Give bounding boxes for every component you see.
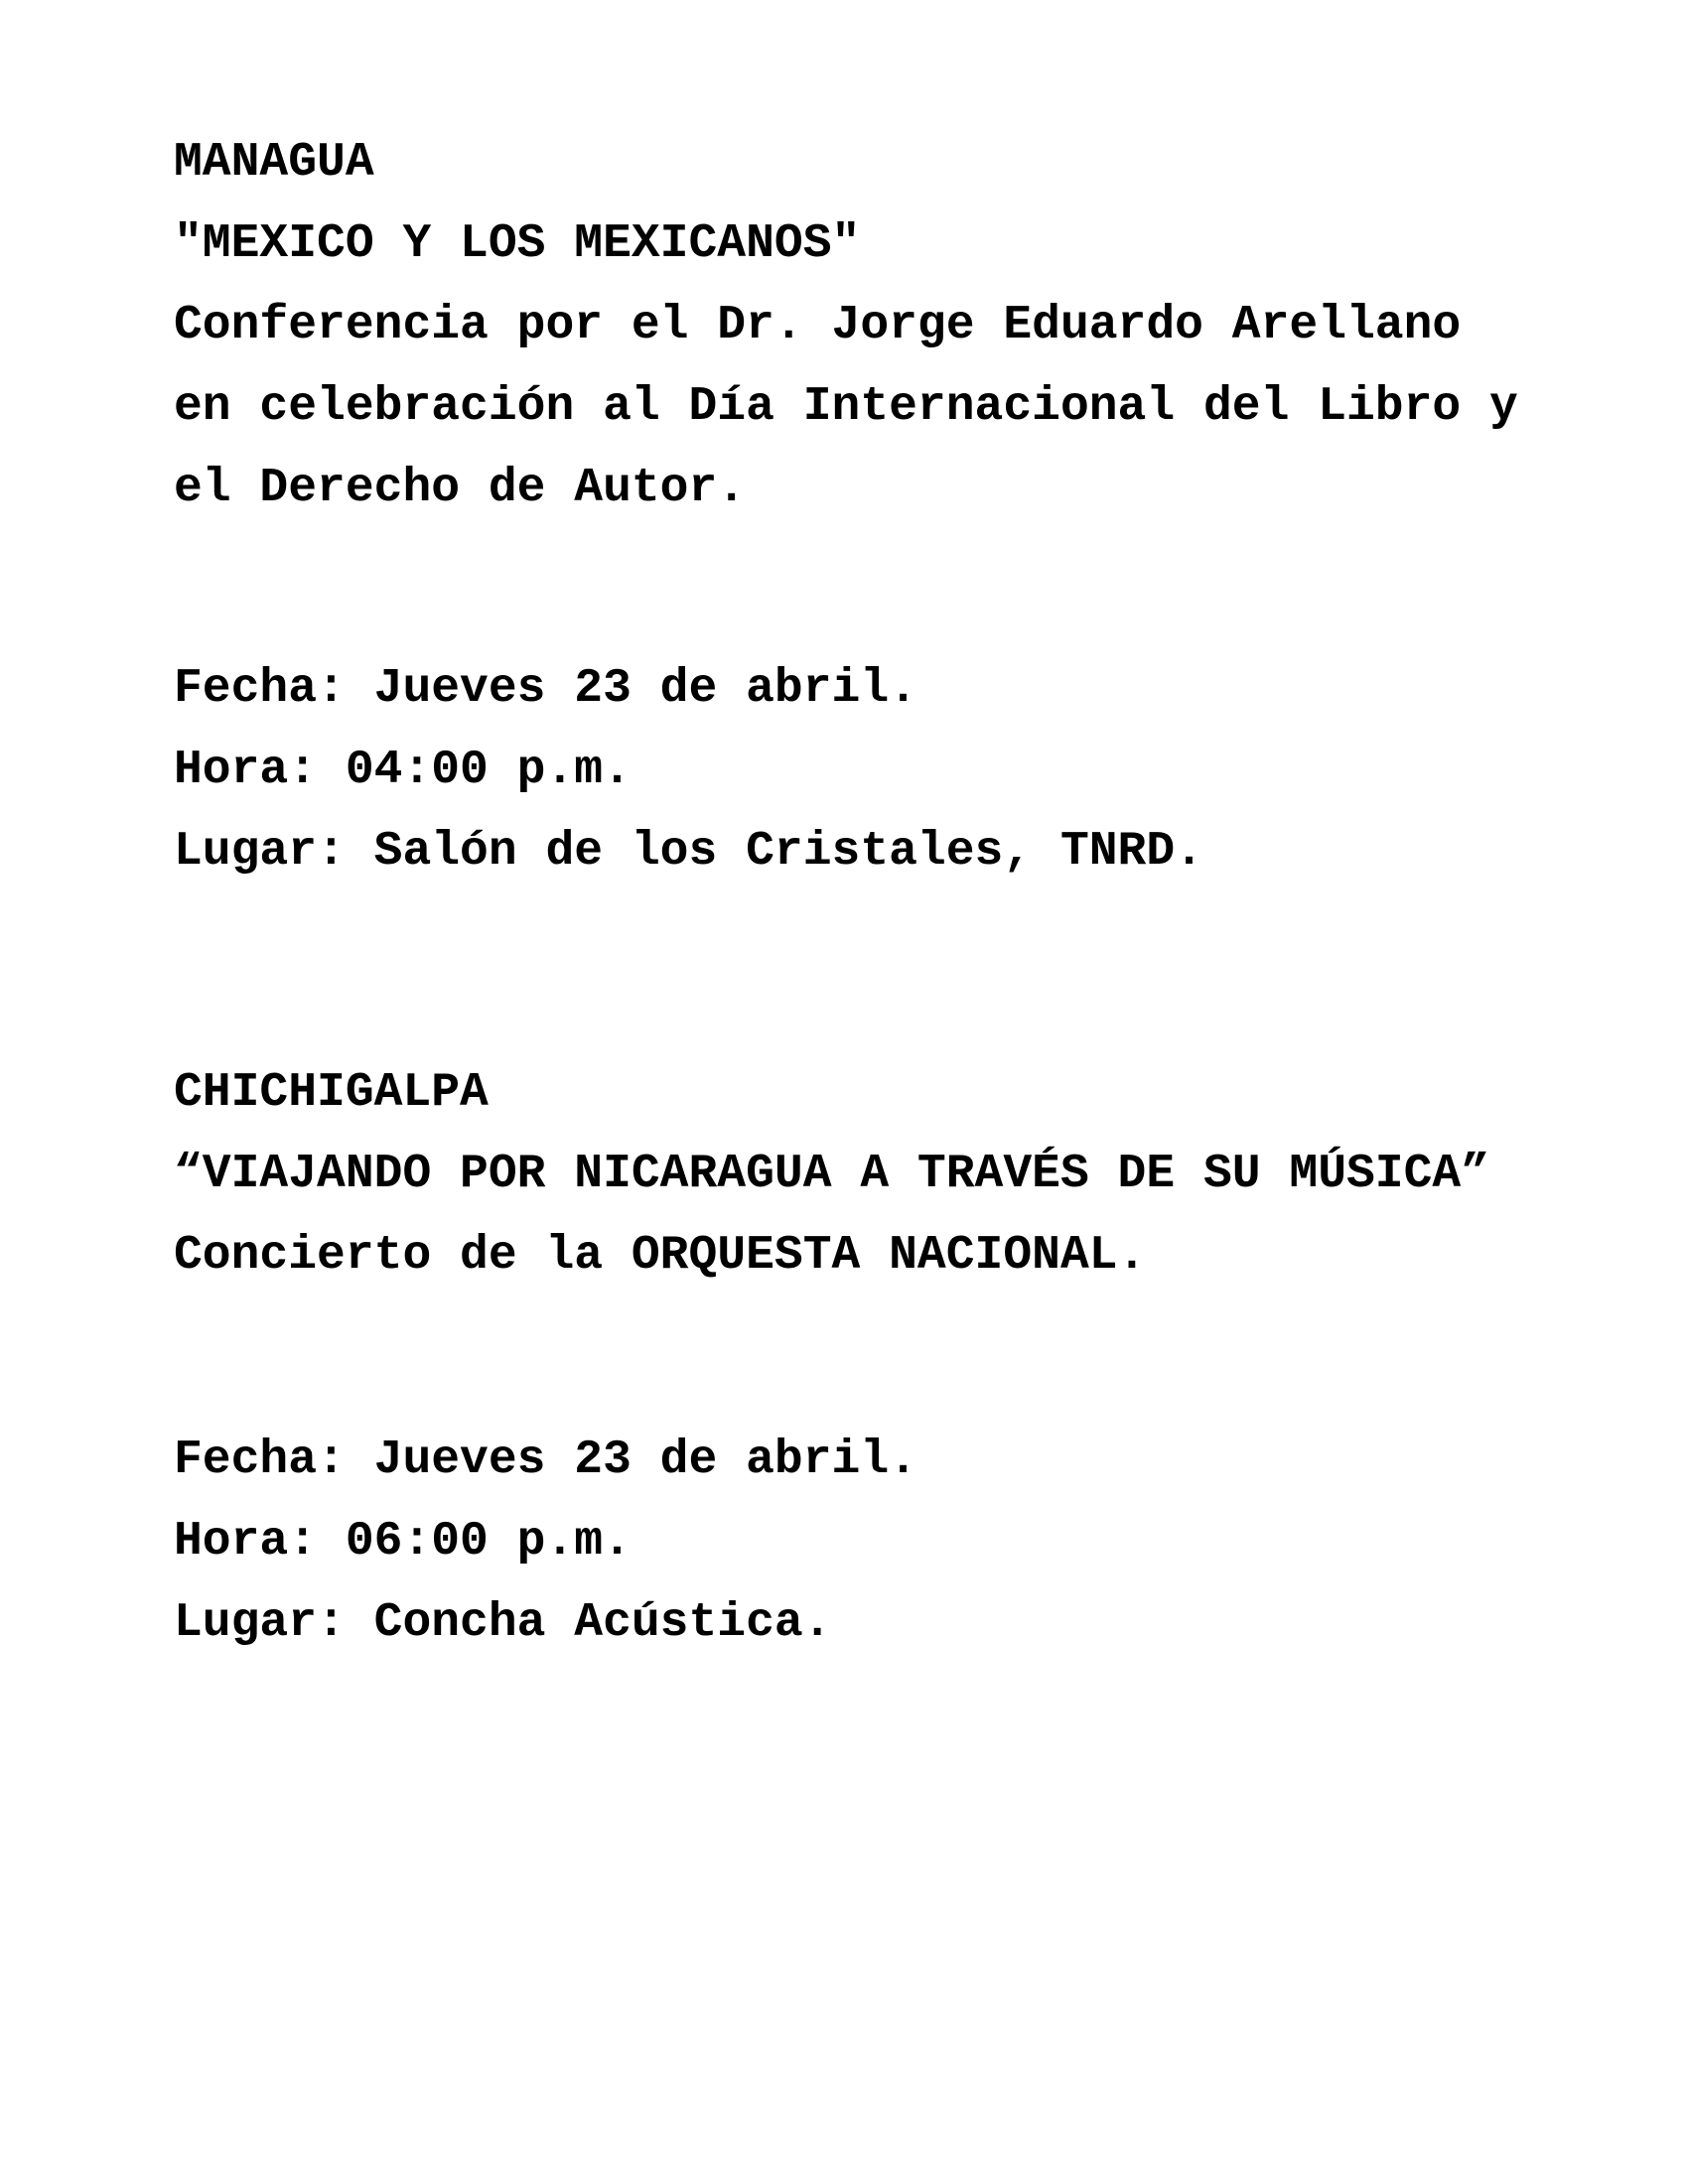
event-description-line: Concierto de la ORQUESTA NACIONAL.: [174, 1229, 1147, 1283]
event-venue: Lugar: Concha Acústica.: [174, 1596, 832, 1650]
event-managua-details: [174, 648, 1663, 892]
event-chichigalpa: [174, 1052, 1663, 1297]
event-title: “VIAJANDO POR NICARAGUA A TRAVÉS DE SU MÚSICA”: [174, 1148, 1490, 1201]
event-description-line: en celebración al Día Internacional del Libro y: [174, 380, 1518, 434]
event-managua: [174, 122, 1663, 529]
event-title: "MEXICO Y LOS MEXICANOS": [174, 217, 861, 271]
event-venue: Lugar: Salón de los Cristales, TNRD.: [174, 825, 1203, 879]
event-date: Fecha: Jueves 23 de abril.: [174, 1433, 917, 1487]
event-description-line: Conferencia por el Dr. Jorge Eduardo Arellano: [174, 299, 1462, 352]
event-time: Hora: 04:00 p.m.: [174, 744, 632, 797]
event-description-line: el Derecho de Autor.: [174, 462, 747, 515]
event-city: CHICHIGALPA: [174, 1066, 489, 1120]
event-time: Hora: 06:00 p.m.: [174, 1515, 632, 1569]
event-city: MANAGUA: [174, 136, 374, 190]
event-chichigalpa-details: [174, 1420, 1663, 1664]
event-date: Fecha: Jueves 23 de abril.: [174, 662, 917, 716]
